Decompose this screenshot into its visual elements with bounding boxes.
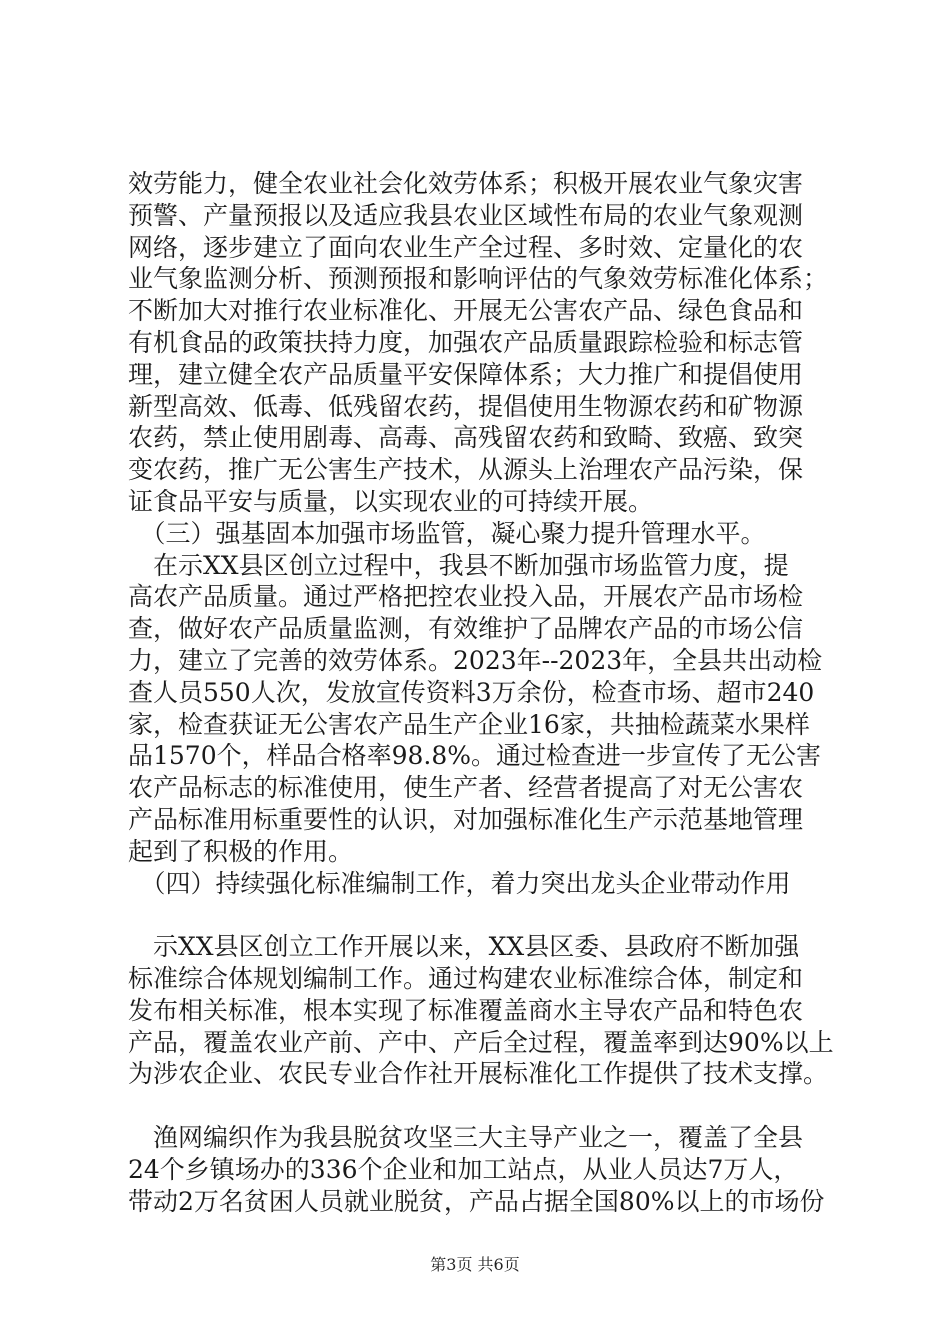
page-number-footer: 第3页 共6页 bbox=[430, 1255, 520, 1274]
text-line: 农药，禁止使用剧毒、高毒、高残留农药和致畸、致癌、致突 bbox=[128, 423, 804, 453]
text-line: 不断加大对推行农业标准化、开展无公害农产品、绿色食品和 bbox=[128, 296, 804, 326]
text-line: 带动2万名贫困人员就业脱贫，产品占据全国80%以上的市场份 bbox=[128, 1186, 825, 1216]
text-line: 发布相关标准，根本实现了标准覆盖商水主导农产品和特色农 bbox=[128, 995, 804, 1025]
text-line: 力，建立了完善的效劳体系。2023年--2023年，全县共出动检 bbox=[128, 645, 823, 675]
text-line: 变农药，推广无公害生产技术，从源头上治理农产品污染，保 bbox=[128, 455, 804, 485]
text-line: 预警、产量预报以及适应我县农业区域性布局的农业气象观测 bbox=[128, 200, 804, 230]
text-line: 查，做好农产品质量监测，有效维护了品牌农产品的市场公信 bbox=[128, 614, 804, 644]
text-line: 业气象监测分析、预测预报和影响评估的气象效劳标准化体系； bbox=[128, 264, 829, 294]
text-line: 农产品标志的标准使用，使生产者、经营者提高了对无公害农 bbox=[128, 773, 804, 803]
text-line: 证食品平安与质量，以实现农业的可持续开展。 bbox=[128, 486, 654, 516]
text-line: 效劳能力，健全农业社会化效劳体系；积极开展农业气象灾害 bbox=[128, 169, 804, 198]
text-line: 渔网编织作为我县脱贫攻坚三大主导产业之一，覆盖了全县 bbox=[128, 1122, 804, 1152]
text-line: 起到了积极的作用。 bbox=[128, 836, 354, 866]
text-line: 示XX县区创立工作开展以来，XX县区委、县政府不断加强 bbox=[128, 932, 800, 962]
text-line: 家，检查获证无公害农产品生产企业16家，共抽检蔬菜水果样 bbox=[128, 709, 810, 739]
text-line: 新型高效、低毒、低残留农药，提倡使用生物源农药和矿物源 bbox=[128, 391, 804, 421]
document-body bbox=[128, 168, 848, 1217]
text-line: 标准综合体规划编制工作。通过构建农业标准综合体，制定和 bbox=[128, 963, 804, 993]
text-line: 24个乡镇场办的336个企业和加工站点，从业人员达7万人， bbox=[128, 1154, 799, 1184]
blank-line bbox=[128, 899, 848, 931]
blank-line bbox=[128, 1090, 848, 1122]
section-heading: （三）强基固本加强市场监管，凝心聚力提升管理水平。 bbox=[128, 518, 766, 548]
text-line: 为涉农企业、农民专业合作社开展标准化工作提供了技术支撑。 bbox=[128, 1059, 829, 1089]
text-line: 在示XX县区创立过程中，我县不断加强市场监管力度，提 bbox=[128, 550, 789, 580]
text-line: 网络，逐步建立了面向农业生产全过程、多时效、定量化的农 bbox=[128, 232, 804, 262]
text-line: 查人员550人次，发放宣传资料3万余份，检查市场、超市240 bbox=[128, 677, 815, 707]
text-line: 产品，覆盖农业产前、产中、产后全过程，覆盖率到达90%以上 bbox=[128, 1027, 834, 1057]
text-line: 理，建立健全农产品质量平安保障体系；大力推广和提倡使用 bbox=[128, 359, 804, 389]
text-line: 有机食品的政策扶持力度，加强农产品质量跟踪检验和标志管 bbox=[128, 327, 804, 357]
text-line: 品1570个，样品合格率98.8%。通过检查进一步宣传了无公害 bbox=[128, 741, 822, 771]
text-line: 高农产品质量。通过严格把控农业投入品，开展农产品市场检 bbox=[128, 582, 804, 612]
text-line: 产品标准用标重要性的认识，对加强标准化生产示范基地管理 bbox=[128, 804, 804, 834]
section-heading: （四）持续强化标准编制工作，着力突出龙头企业带动作用 bbox=[128, 868, 791, 898]
